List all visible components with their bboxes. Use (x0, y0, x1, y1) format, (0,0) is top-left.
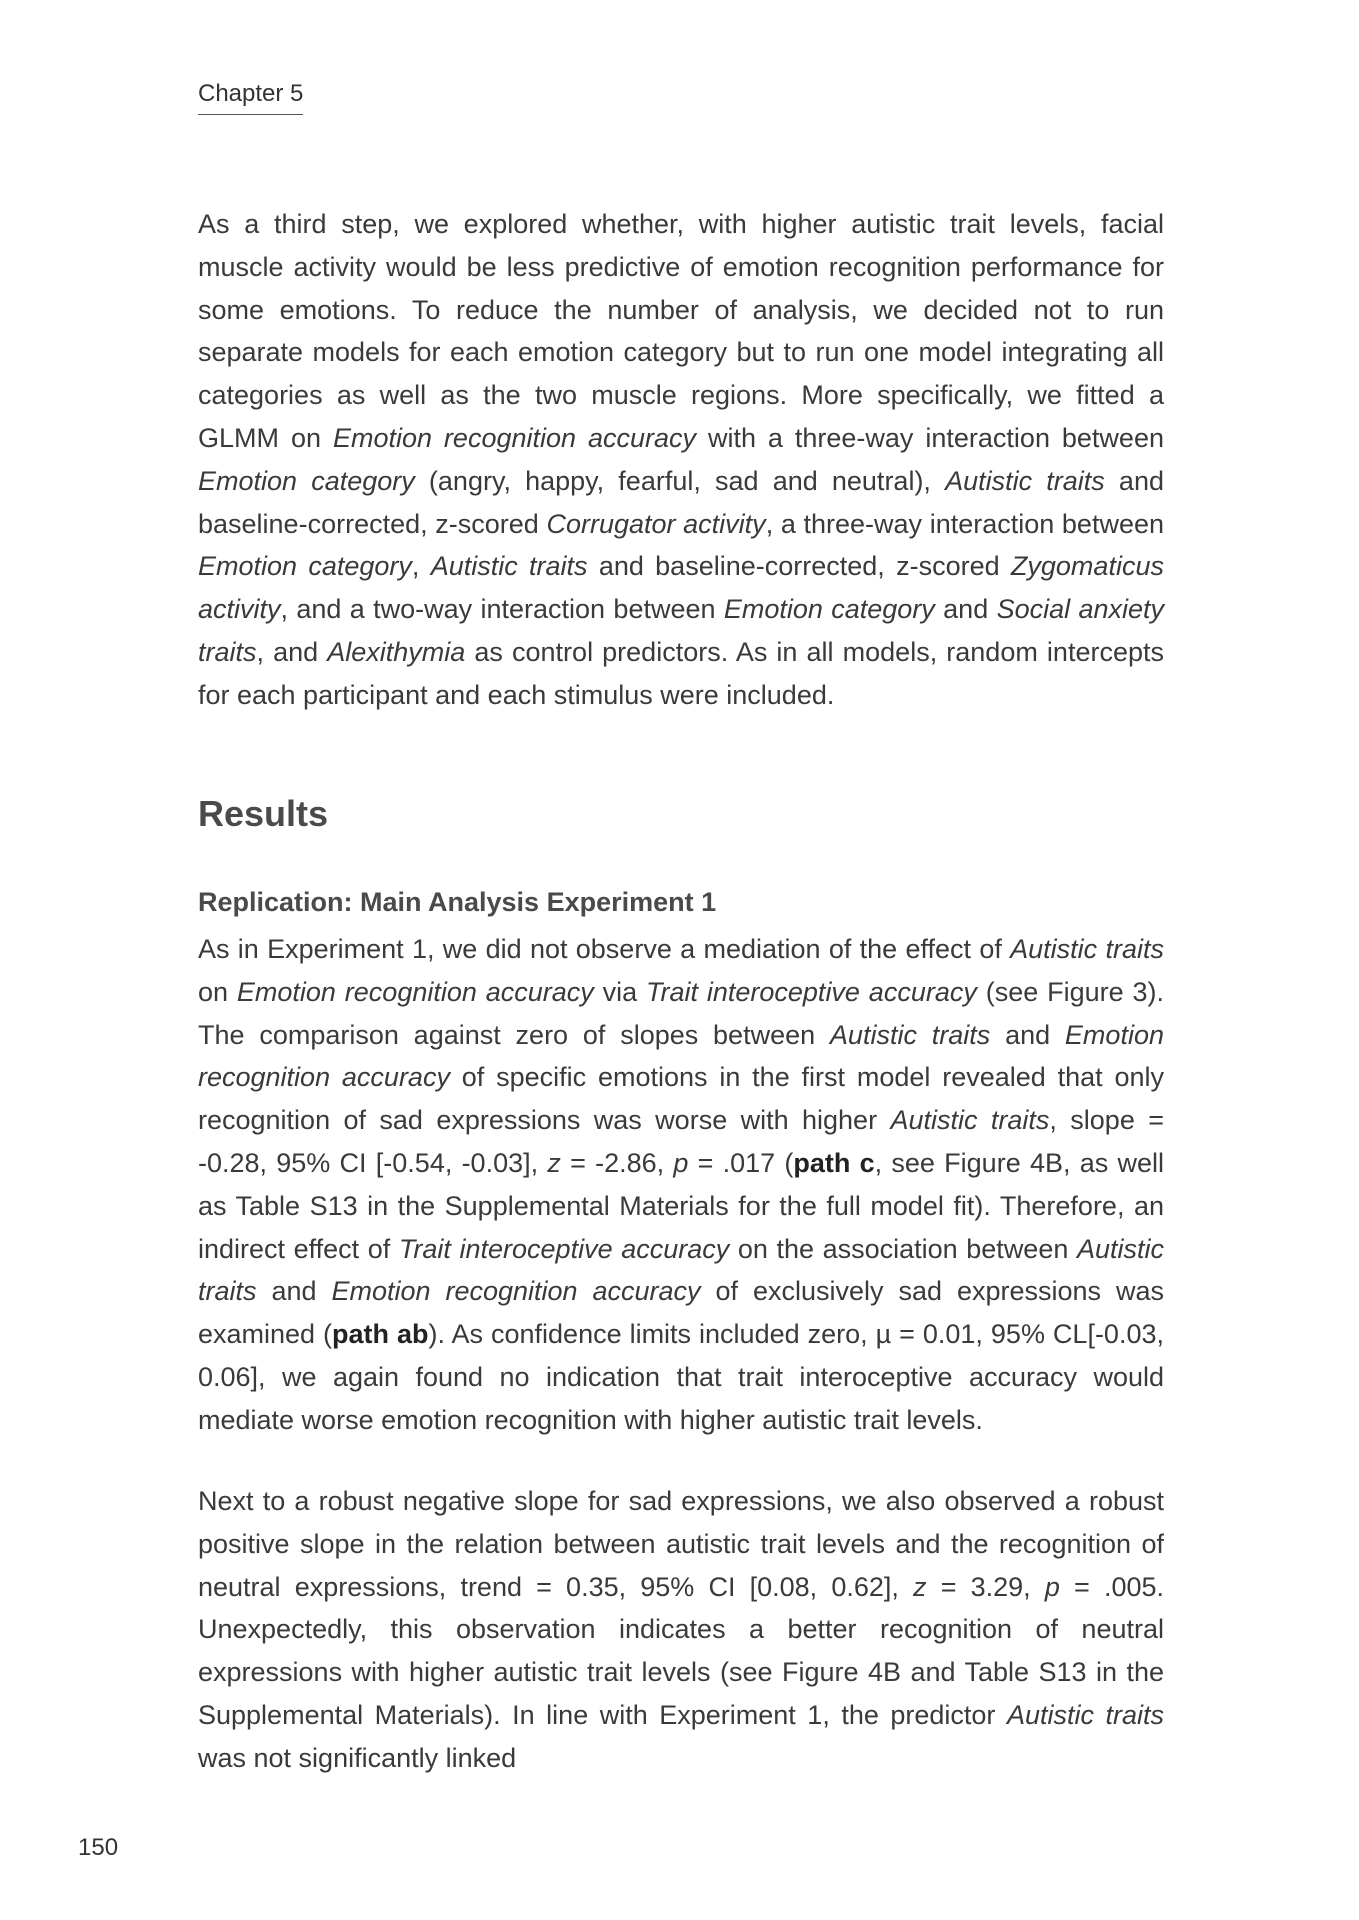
subsection-heading-replication: Replication: Main Analysis Experiment 1 (198, 887, 717, 917)
text-run: = -2.86, (560, 1147, 674, 1178)
italic-term: Corrugator activity (546, 508, 766, 539)
bold-term: path c (793, 1147, 875, 1178)
italic-term: p (1044, 1571, 1060, 1602)
text-run: (see Figure 3). The comparison against zero of slopes between (198, 976, 1164, 1050)
bold-term: path ab (332, 1319, 429, 1350)
italic-term: Autistic traits (198, 1233, 1164, 1307)
italic-term: Emotion recognition accuracy (331, 1276, 701, 1307)
text-run: = .017 ( (688, 1147, 794, 1178)
italic-term: p (673, 1147, 689, 1178)
text-run: = .005. Unexpectedly, this observation indicates a better recognition of neutral expressions with higher autistic trait levels (see Figure 4B and Table S13 in the Supplemental Materials). In line with Experiment 1, the predictor (198, 1571, 1165, 1730)
italic-term: Social anxiety traits (198, 594, 1164, 667)
text-run: , and a two-way interaction between (280, 594, 724, 625)
text-run: As in Experiment 1, we did not observe a mediation of the effect of (198, 934, 1011, 964)
italic-term: Alexithymia (327, 636, 466, 667)
text-run: on the association between (729, 1233, 1077, 1264)
italic-term: Emotion recognition accuracy (236, 976, 594, 1007)
section-heading-results: Results (198, 793, 329, 834)
italic-term: Emotion category (198, 465, 415, 496)
text-run: and (934, 594, 997, 625)
italic-term: Autistic traits (829, 1019, 991, 1050)
italic-term: Emotion category (198, 551, 412, 582)
italic-term: Autistic traits (1010, 934, 1164, 964)
running-header-chapter: Chapter 5 (198, 80, 303, 115)
text-run: = 3.29, (926, 1571, 1045, 1602)
italic-term: Emotion recognition accuracy (198, 1019, 1164, 1093)
text-run: , see Figure 4B, as well as Table S13 in the Supplemental Materials for the full model fit). Therefore, an indirect effect of (198, 1147, 1164, 1264)
text-run: and baseline-corrected, z-scored (198, 465, 1164, 539)
italic-term: z (913, 1571, 927, 1602)
text-run: and baseline-corrected, z-scored (587, 551, 1011, 582)
paragraph-methods-step3 (198, 203, 1164, 717)
paragraph-neutral-slope (198, 1480, 1164, 1780)
text-run: , and (256, 636, 328, 667)
paragraph-replication-results (198, 928, 1164, 1442)
text-run: , a three-way interaction between (765, 508, 1164, 539)
italic-term: Trait interoceptive accuracy (646, 976, 977, 1007)
text-run: , (411, 551, 431, 582)
text-run: of specific emotions in the first model revealed that only recognition of sad expressions was worse with higher (198, 1062, 1164, 1136)
text-run: , slope = -0.28, 95% CI [-0.54, -0.03], (198, 1105, 1164, 1178)
text-run: and (990, 1019, 1065, 1050)
italic-term: z (547, 1147, 561, 1178)
text-run: ). As confidence limits included zero, µ = 0.01, 95% CL[-0.03, 0.06], we again found no indication that trait interoceptive accuracy would mediate worse emotion recognition with higher autistic trait levels. (198, 1319, 1164, 1435)
text-run: (angry, happy, fearful, sad and neutral), (414, 465, 946, 496)
text-run: Next to a robust negative slope for sad expressions, we also observed a robust positive slope in the relation between autistic trait levels and the recognition of neutral expressions, trend = 0.35, 95% CI [0.08, 0.62], (198, 1486, 1164, 1602)
page-number: 150 (78, 1834, 119, 1861)
text-run: and (256, 1276, 332, 1307)
italic-term: Emotion category (723, 594, 935, 625)
text-run: was not significantly linked (198, 1742, 517, 1773)
italic-term: Autistic traits (1006, 1699, 1164, 1730)
italic-term: Autistic traits (890, 1105, 1050, 1136)
italic-term: Autistic traits (430, 551, 588, 582)
italic-term: Trait interoceptive accuracy (398, 1233, 730, 1264)
italic-term: Autistic traits (945, 465, 1105, 496)
text-run: via (593, 976, 647, 1007)
text-run: of exclusively sad expressions was examined ( (198, 1276, 1164, 1350)
text-run: As a third step, we explored whether, with higher autistic trait levels, facial muscle activity would be less predictive of emotion recognition performance for some emotions. To reduce the number of analysis, we decided not to run separate models for each emotion category but to run one model integrating all categories as well as the two muscle regions. More specifically, we fitted a GLMM on (198, 209, 1164, 453)
text-run: as control predictors. As in all models, random intercepts for each participant and each stimulus were included. (198, 636, 1164, 710)
text-run: with a three-way interaction between (696, 422, 1164, 453)
italic-term: Zygomaticus activity (198, 551, 1164, 625)
text-run: on (198, 976, 237, 1007)
italic-term: Emotion recognition accuracy (332, 422, 697, 453)
